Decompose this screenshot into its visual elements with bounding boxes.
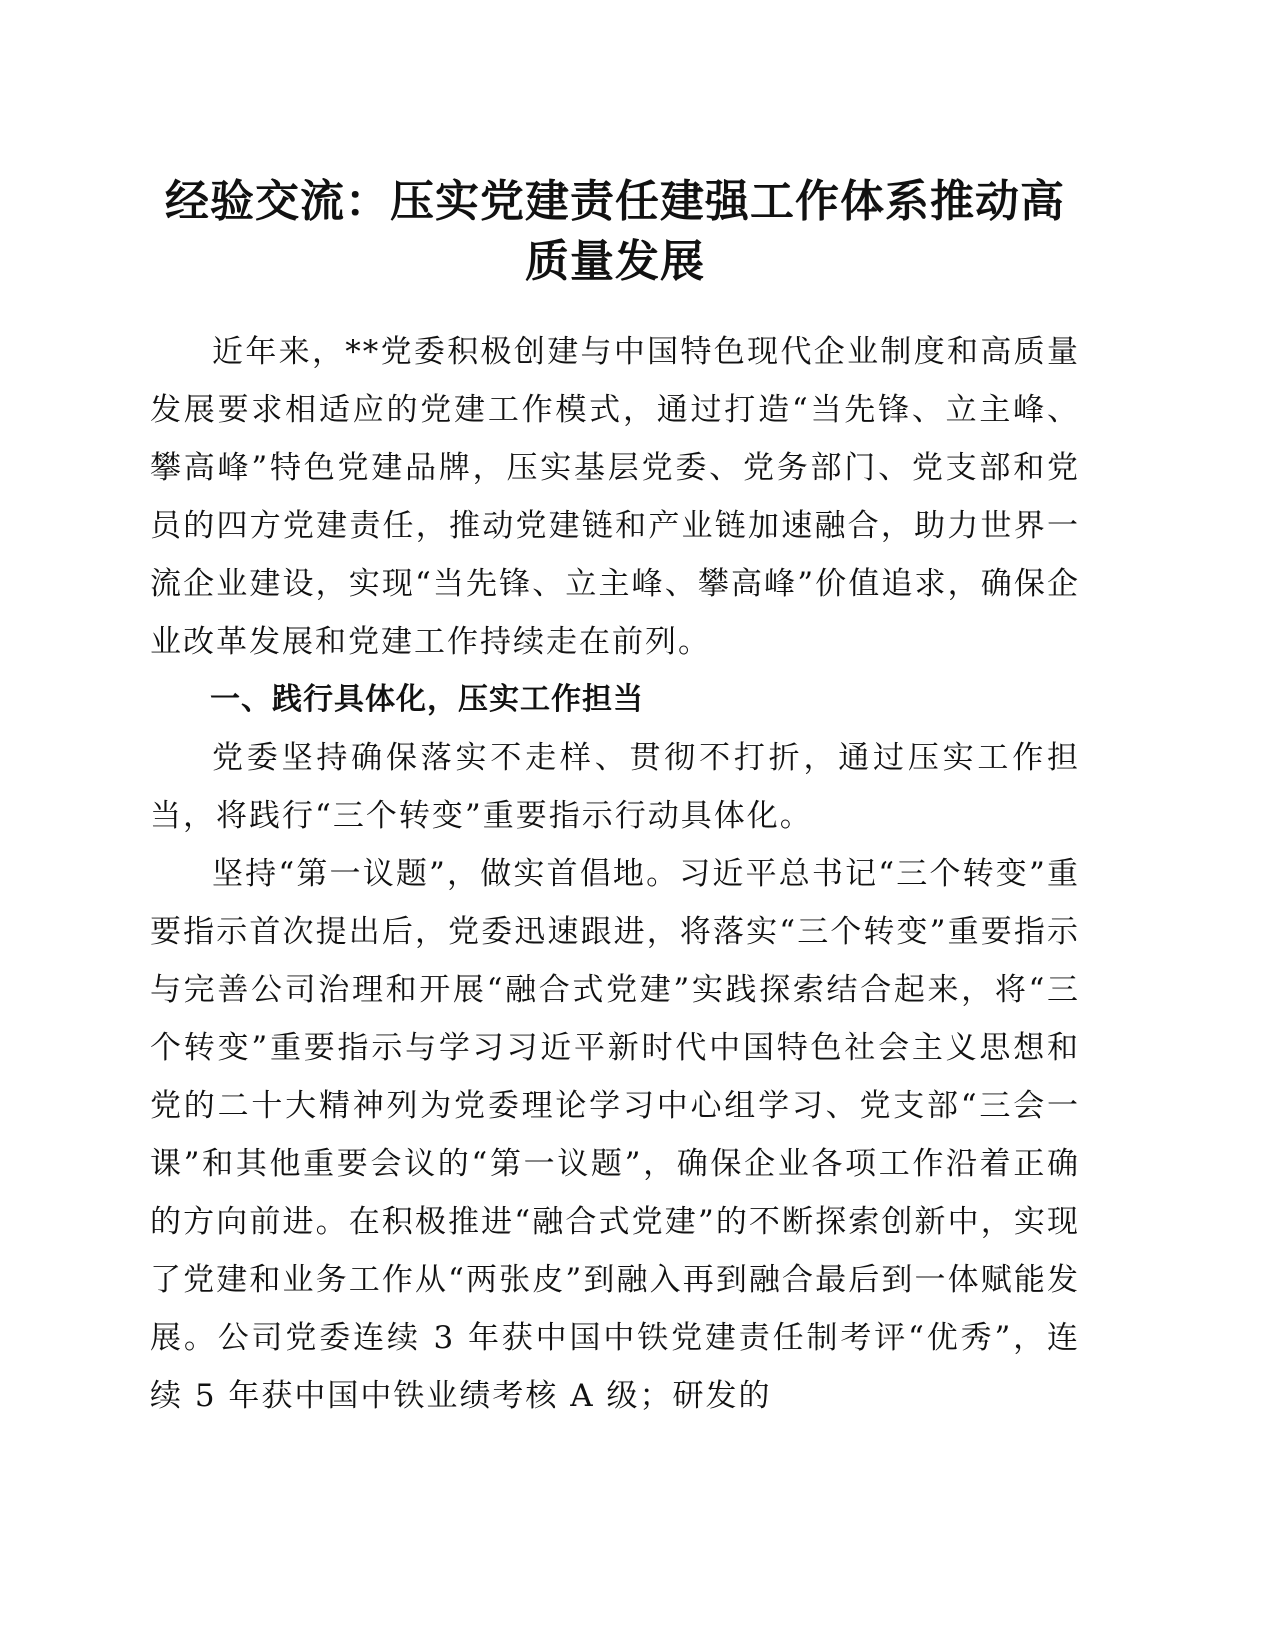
intro-paragraph: 近年来，**党委积极创建与中国特色现代企业制度和高质量发展要求相适应的党建工作模式，通过打造“当先锋、立主峰、攀高峰”特色党建品牌，压实基层党委、党务部门、党支部和党员的四方党建责任，推动党建链和产业链加速融合，助力世界一流企业建设，实现“当先锋、立主峰、攀高峰”价值追求，确保企业改革发展和党建工作持续走在前列。 [150,334,1080,660]
section-heading: 一、践行具体化，压实工作担当 [210,682,644,717]
document-title: 经验交流：压实党建责任建强工作体系推动高质量发展 [165,176,1065,287]
document-body [150,323,1080,1425]
section-paragraph: 坚持“第一议题”，做实首倡地。习近平总书记“三个转变”重要指示首次提出后，党委迅速跟进，将落实“三个转变”重要指示与完善公司治理和开展“融合式党建”实践探索结合起来，将“三个转变”重要指示与学习习近平新时代中国特色社会主义思想和党的二十大精神列为党委理论学习中心组学习、党支部“三会一课”和其他重要会议的“第一议题”，确保企业各项工作沿着正确的方向前进。在积极推进“融合式党建”的不断探索创新中，实现了党建和业务工作从“两张皮”到融入再到融合最后到一体赋能发展。公司党委连续 3 年获中国中铁党建责任制考评“优秀”，连续 5 年获中国中铁业绩考核 A 级；研发的 [150,856,1080,1414]
section-paragraph: 党委坚持确保落实不走样、贯彻不打折，通过压实工作担当，将践行“三个转变”重要指示行动具体化。 [150,740,1080,834]
